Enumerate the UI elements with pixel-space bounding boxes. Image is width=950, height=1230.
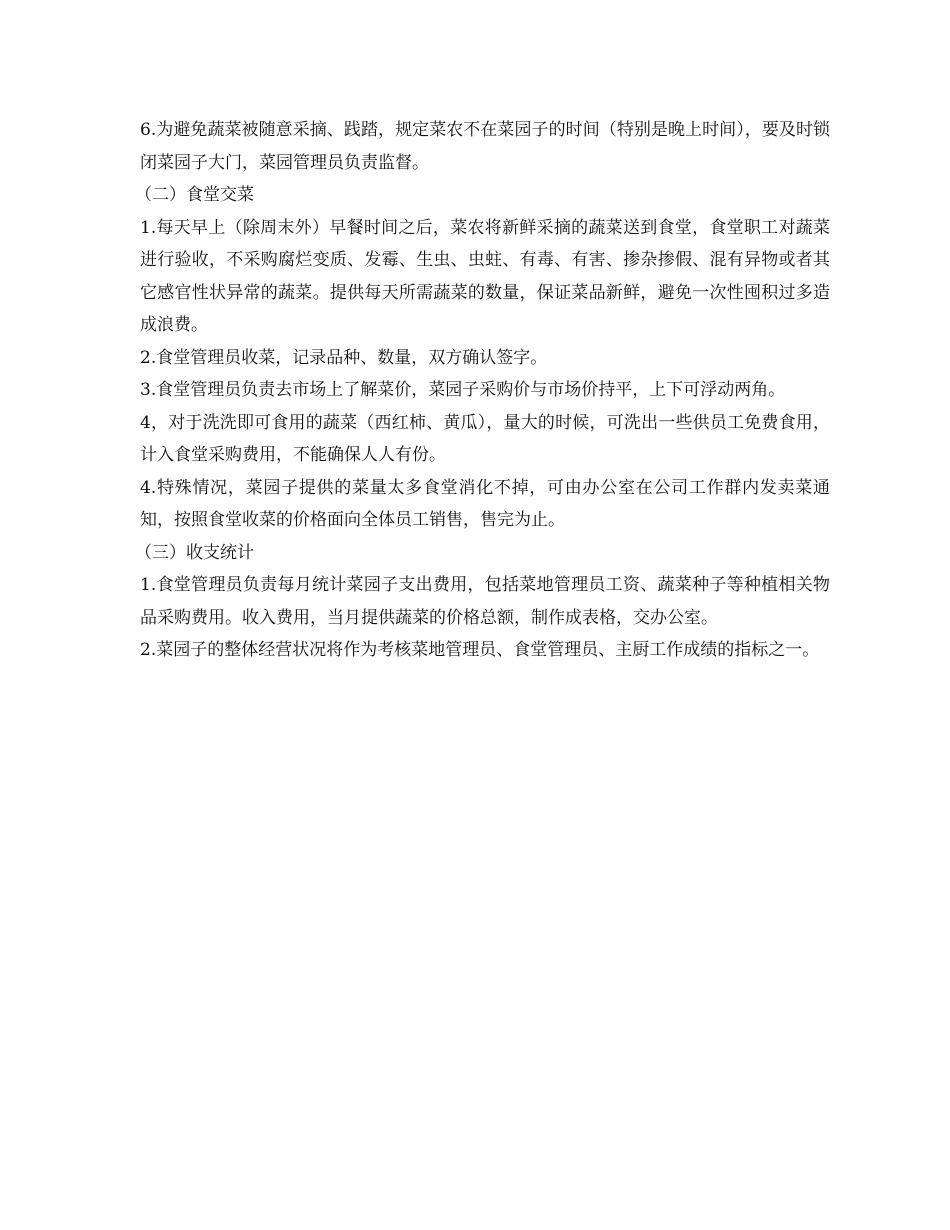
document-body	[135, 114, 830, 667]
paragraph-item-4-special-sale: 4.特殊情况，菜园子提供的菜量太多食堂消化不掉，可由办公室在公司工作群内发卖菜通知，按照食堂收菜的价格面向全体员工销售，售完为止。	[140, 477, 830, 530]
paragraph-item-6-locking: 6.为避免蔬菜被随意采摘、践踏，规定菜农不在菜园子的时间（特别是晚上时间），要及时锁闭菜园子大门，菜园管理员负责监督。	[140, 120, 830, 173]
paragraph-item-3-price: 3.食堂管理员负责去市场上了解菜价，菜园子采购价与市场价持平，上下可浮动两角。	[140, 380, 786, 400]
paragraph-item-2-assessment: 2.菜园子的整体经营状况将作为考核菜地管理员、食堂管理员、主厨工作成绩的指标之一。	[140, 640, 820, 660]
paragraph-item-1-monthly-stats: 1.食堂管理员负责每月统计菜园子支出费用，包括菜地管理员工资、蔬菜种子等种植相关物品采购费用。收入费用，当月提供蔬菜的价格总额，制作成表格，交办公室。	[140, 575, 830, 628]
paragraph-item-4-free-use: 4，对于洗洗即可食用的蔬菜（西红柿、黄瓜），量大的时候，可洗出一些供员工免费食用，计入食堂采购费用，不能确保人人有份。	[140, 412, 830, 465]
section-heading-income-expense: （三）收支统计	[135, 542, 254, 563]
section-heading-canteen-delivery: （二）食堂交菜	[135, 185, 254, 205]
paragraph-item-1-inspection: 1.每天早上（除周末外）早餐时间之后，菜农将新鲜采摘的蔬菜送到食堂，食堂职工对蔬菜进行验收，不采购腐烂变质、发霉、生虫、虫蛀、有毒、有害、掺杂掺假、混有异物或者其它感官性状异常的蔬菜。提供每天所需蔬菜的数量，保证菜品新鲜，避免一次性囤积过多造成浪费。	[140, 217, 830, 335]
paragraph-item-2-record: 2.食堂管理员收菜，记录品种、数量，双方确认签字。	[140, 347, 548, 368]
